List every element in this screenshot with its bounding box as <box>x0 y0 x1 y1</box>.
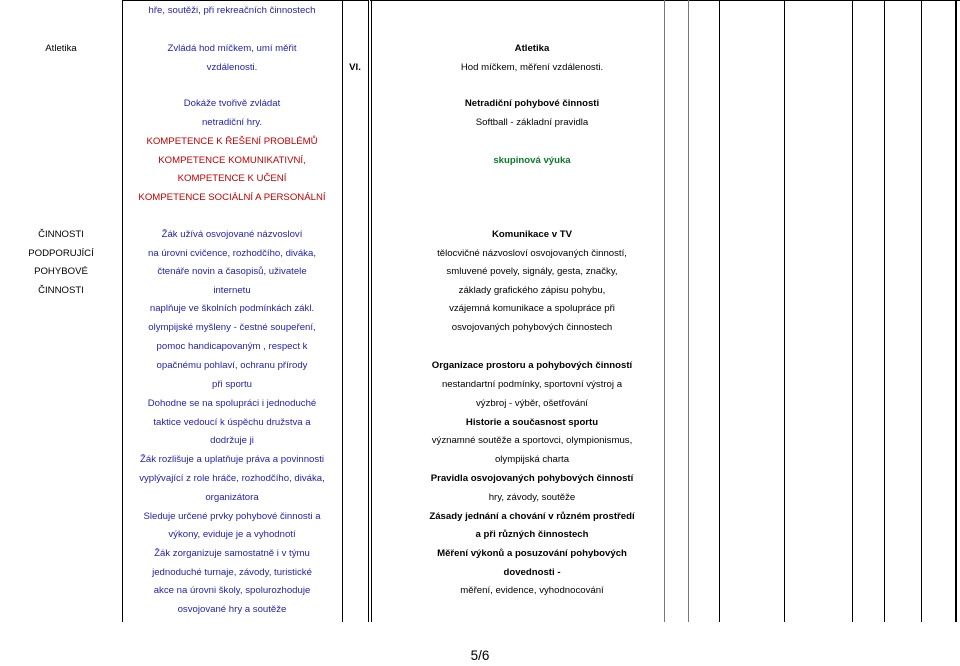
cell-c4: Měření výkonů a posuzování pohybových <box>437 548 627 559</box>
cell-c4: nestandartní podmínky, sportovní výstroj a <box>441 379 623 390</box>
cell-c2: internetu <box>213 285 251 296</box>
table-row <box>0 77 960 95</box>
table-row <box>0 263 960 281</box>
cell-c2: KOMPETENCE SOCIÁLNÍ A PERSONÁLNÍ <box>138 192 326 203</box>
table-row <box>0 170 960 188</box>
cell-c4: smluvené povely, signály, gesta, značky, <box>446 266 618 277</box>
table-row <box>0 133 960 151</box>
cell-c2: naplňuje ve školních podmínkách zákl. <box>149 303 315 314</box>
cell-c2: hře, soutěži, při rekreačních činnostech <box>148 5 316 16</box>
table-row <box>0 395 960 413</box>
cell-c1: ČINNOSTI <box>38 229 84 240</box>
table-row <box>0 432 960 450</box>
cell-c4: měření, evidence, vyhodnocování <box>460 585 604 596</box>
cell-c4: Komunikace v TV <box>492 229 572 240</box>
table-row <box>0 21 960 39</box>
table-row <box>0 564 960 582</box>
table-row <box>0 376 960 394</box>
table-row <box>0 508 960 526</box>
table-row <box>0 226 960 244</box>
top-border <box>122 0 368 1</box>
cell-c2: Zvládá hod míčkem, umí měřit <box>167 43 297 54</box>
cell-c1: PODPORUJÍCÍ <box>28 248 94 259</box>
table-row <box>0 95 960 113</box>
cell-c2: Žák zorganizuje samostatně i v týmu <box>154 548 310 559</box>
cell-c2: čtenáře novin a časopisů, uživatele <box>157 266 307 277</box>
cell-c4: Hod míčkem, měření vzdálenosti. <box>460 62 604 73</box>
cell-c2: vzdálenosti. <box>206 62 258 73</box>
cell-c2: Žák rozlišuje a uplatňuje práva a povinnosti <box>140 454 324 465</box>
cell-c2: opačnému pohlaví, ochranu přírody <box>156 360 308 371</box>
table-row <box>0 582 960 600</box>
cell-c2: akce na úrovni školy, spolurozhoduje <box>153 585 311 596</box>
table-row <box>0 207 960 225</box>
table-row <box>0 489 960 507</box>
cell-c4: Softball - základní pravidla <box>475 117 589 128</box>
cell-c2: výkony, eviduje je a vyhodnotí <box>168 529 296 540</box>
cell-c2: při sportu <box>212 379 252 390</box>
table-row <box>0 357 960 375</box>
cell-c4: dovednosti - <box>503 567 561 578</box>
cell-c2: netradiční hry. <box>201 117 263 128</box>
cell-c4: osvojovaných pohybových činnostech <box>451 322 613 333</box>
cell-c4: základy grafického zápisu pohybu, <box>458 285 606 296</box>
cell-c2: organizátora <box>205 492 259 503</box>
table-row <box>0 59 960 77</box>
cell-c4: a při různých činnostech <box>475 529 589 540</box>
cell-c2: Žák užívá osvojované názvosloví <box>161 229 303 240</box>
cell-c2: Sleduje určené prvky pohybové činnosti a <box>143 511 321 522</box>
cell-c4: Atletika <box>514 43 550 54</box>
table-row <box>0 189 960 207</box>
cell-c2: Dohodne se na spolupráci i jednoduché <box>147 398 317 409</box>
top-border-right <box>370 0 960 1</box>
table-row <box>0 245 960 263</box>
cell-c2: Dokáže tvořivě zvládat <box>183 98 281 109</box>
table-row <box>0 414 960 432</box>
cell-c2: taktice vedoucí k úspěchu družstva a <box>153 417 311 428</box>
table-row <box>0 2 960 20</box>
cell-c4: skupinová výuka <box>493 155 571 166</box>
table-row <box>0 40 960 58</box>
cell-c4: hry, závody, soutěže <box>488 492 576 503</box>
cell-c2: dodržuje ji <box>210 435 254 446</box>
table-row <box>0 319 960 337</box>
cell-c1: POHYBOVÉ <box>34 266 88 277</box>
table-row <box>0 338 960 356</box>
cell-c4: vzájemná komunikace a spolupráce při <box>449 303 615 314</box>
table-row <box>0 601 960 619</box>
cell-c2: osvojované hry a soutěže <box>177 604 287 615</box>
table-row <box>0 114 960 132</box>
cell-c4: Netradiční pohybové činnosti <box>464 98 600 109</box>
cell-c4: Organizace prostoru a pohybových činností <box>431 360 633 371</box>
cell-c4: významné soutěže a sportovci, olympionismus, <box>431 435 633 446</box>
cell-c2: vyplývající z role hráče, rozhodčího, diváka, <box>139 473 325 484</box>
page-number: 5/6 <box>470 648 490 663</box>
cell-c1: ČINNOSTI <box>38 285 84 296</box>
table-row <box>0 545 960 563</box>
cell-c3: VI. <box>349 62 361 73</box>
table-row <box>0 282 960 300</box>
cell-c2: jednoduché turnaje, závody, turistické <box>152 567 312 578</box>
table-row <box>0 300 960 318</box>
cell-c2: olympijské myšleny - čestné soupeření, <box>148 322 316 333</box>
table-row <box>0 526 960 544</box>
cell-c2: pomoc handicapovaným , respect k <box>156 341 308 352</box>
cell-c2: KOMPETENCE K UČENÍ <box>177 173 287 184</box>
cell-c4: Historie a současnost sportu <box>465 417 599 428</box>
cell-c4: olympijská charta <box>494 454 570 465</box>
cell-c2: na úrovni cvičence, rozhodčího, diváka, <box>148 248 316 259</box>
cell-c1: Atletika <box>45 43 77 54</box>
cell-c2: KOMPETENCE KOMUNIKATIVNÍ, <box>158 155 306 166</box>
cell-c4: výzbroj - výběr, ošetřování <box>476 398 588 409</box>
cell-c4: Zásady jednání a chování v různém prostředí <box>429 511 635 522</box>
cell-c2: KOMPETENCE K ŘEŠENÍ PROBLÉMŮ <box>146 136 318 147</box>
table-row <box>0 451 960 469</box>
table-row <box>0 152 960 170</box>
table-row <box>0 470 960 488</box>
cell-c4: tělocvičné názvosloví osvojovaných činností, <box>437 248 627 259</box>
cell-c4: Pravidla osvojovaných pohybových činností <box>430 473 634 484</box>
